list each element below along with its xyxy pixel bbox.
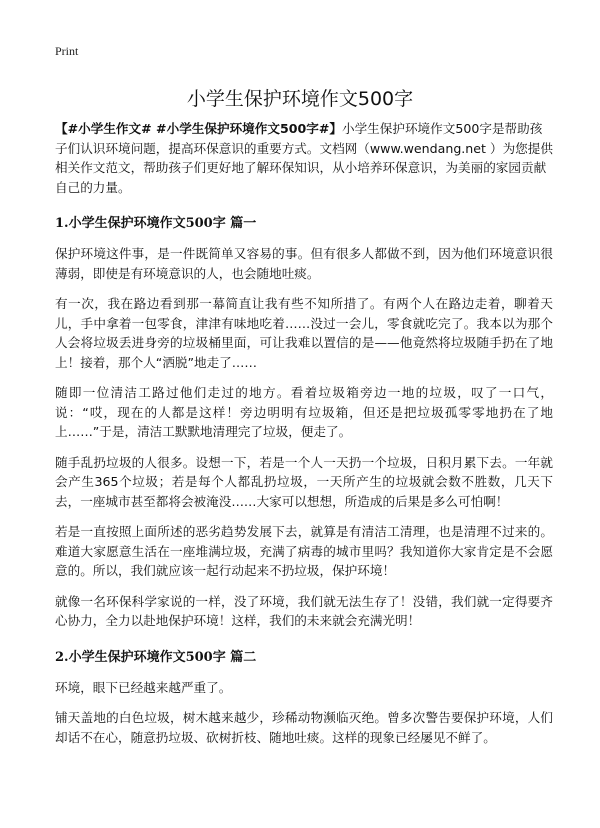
- section-1-paragraph: 有一次，我在路边看到那一幕简直让我有些不知所措了。有两个人在路边走着，聊着天儿，手中拿着一包零食，津津有味地吃着……没过一会儿，零食就吃完了。我本以为那个人会将垃圾丢进身旁的垃圾桶里面，可让我难以置信的是——他竟然将垃圾随手扔在了地上！接着，那个人“洒脱”地走了……: [55, 296, 553, 370]
- section-heading-1: 1.小学生保护环境作文500字 篇一: [55, 216, 257, 231]
- section-1-paragraph: 随即一位清洁工路过他们走过的地方。看着垃圾箱旁边一地的垃圾，叹了一口气，说：“哎，现在的人都是这样！旁边明明有垃圾箱，但还是把垃圾孤零零地扔在了地上……”于是，清洁工默默地清理完了垃圾，便走了。: [55, 385, 553, 439]
- section-heading-2: 2.小学生保护环境作文500字 篇二: [55, 649, 257, 665]
- section-2-paragraph: 环境，眼下已经越来越严重了。: [55, 679, 232, 695]
- intro-tag: 【#小学生作文# #小学生保护环境作文500字#】: [55, 121, 342, 136]
- section-1-paragraph: 就像一名环保科学家说的一样，没了环境，我们就无法生存了！没错，我们就一定得要齐心协力，全力以赴地保护环境！这样，我们的未来就会充满光明！: [55, 593, 553, 628]
- section-2-paragraph: 铺天盖地的白色垃圾，树木越来越少，珍稀动物濒临灭绝。曾多次警告要保护环境，人们却话不在心，随意扔垃圾、砍树折枝、随地吐痰。这样的现象已经屡见不鲜了。: [55, 710, 553, 745]
- intro-text: 小学生保护环境作文500字是帮助孩子们认识环境问题，提高环保意识的重要方式。文档网（www.wendang.net ）为您提供相关作文范文，帮助孩子们更好地了解环保知识，从小培养环保意识，为美丽的家园贡献自己的力量。: [55, 121, 553, 195]
- section-1-paragraph: 随手乱扔垃圾的人很多。设想一下，若是一个人一天扔一个垃圾，日积月累下去。一年就会产生365个垃圾；若是每个人都乱扔垃圾，一天所产生的垃圾就会数不胜数，几天下去，一座城市甚至都将会被淹没……大家可以想想，所造成的后果是多么可怕啊！: [55, 454, 553, 509]
- page-title: 小学生保护环境作文500字: [186, 88, 414, 110]
- section-1-paragraph: 若是一直按照上面所述的恶劣趋势发展下去，就算是有清洁工清理，也是清理不过来的。难道大家愿意生活在一座堆满垃圾，充满了病毒的城市里吗？我知道你大家肯定是不会愿意的。所以，我们就应该一起行动起来不扔垃圾，保护环境！: [55, 524, 553, 578]
- intro-paragraph: [55, 119, 553, 197]
- section-1-paragraph: 保护环境这件事，是一件既简单又容易的事。但有很多人都做不到，因为他们环境意识很薄弱，即使是有环境意识的人，也会随地吐痰。: [55, 246, 553, 281]
- print-label: Print: [55, 44, 79, 58]
- document-body: [55, 119, 553, 747]
